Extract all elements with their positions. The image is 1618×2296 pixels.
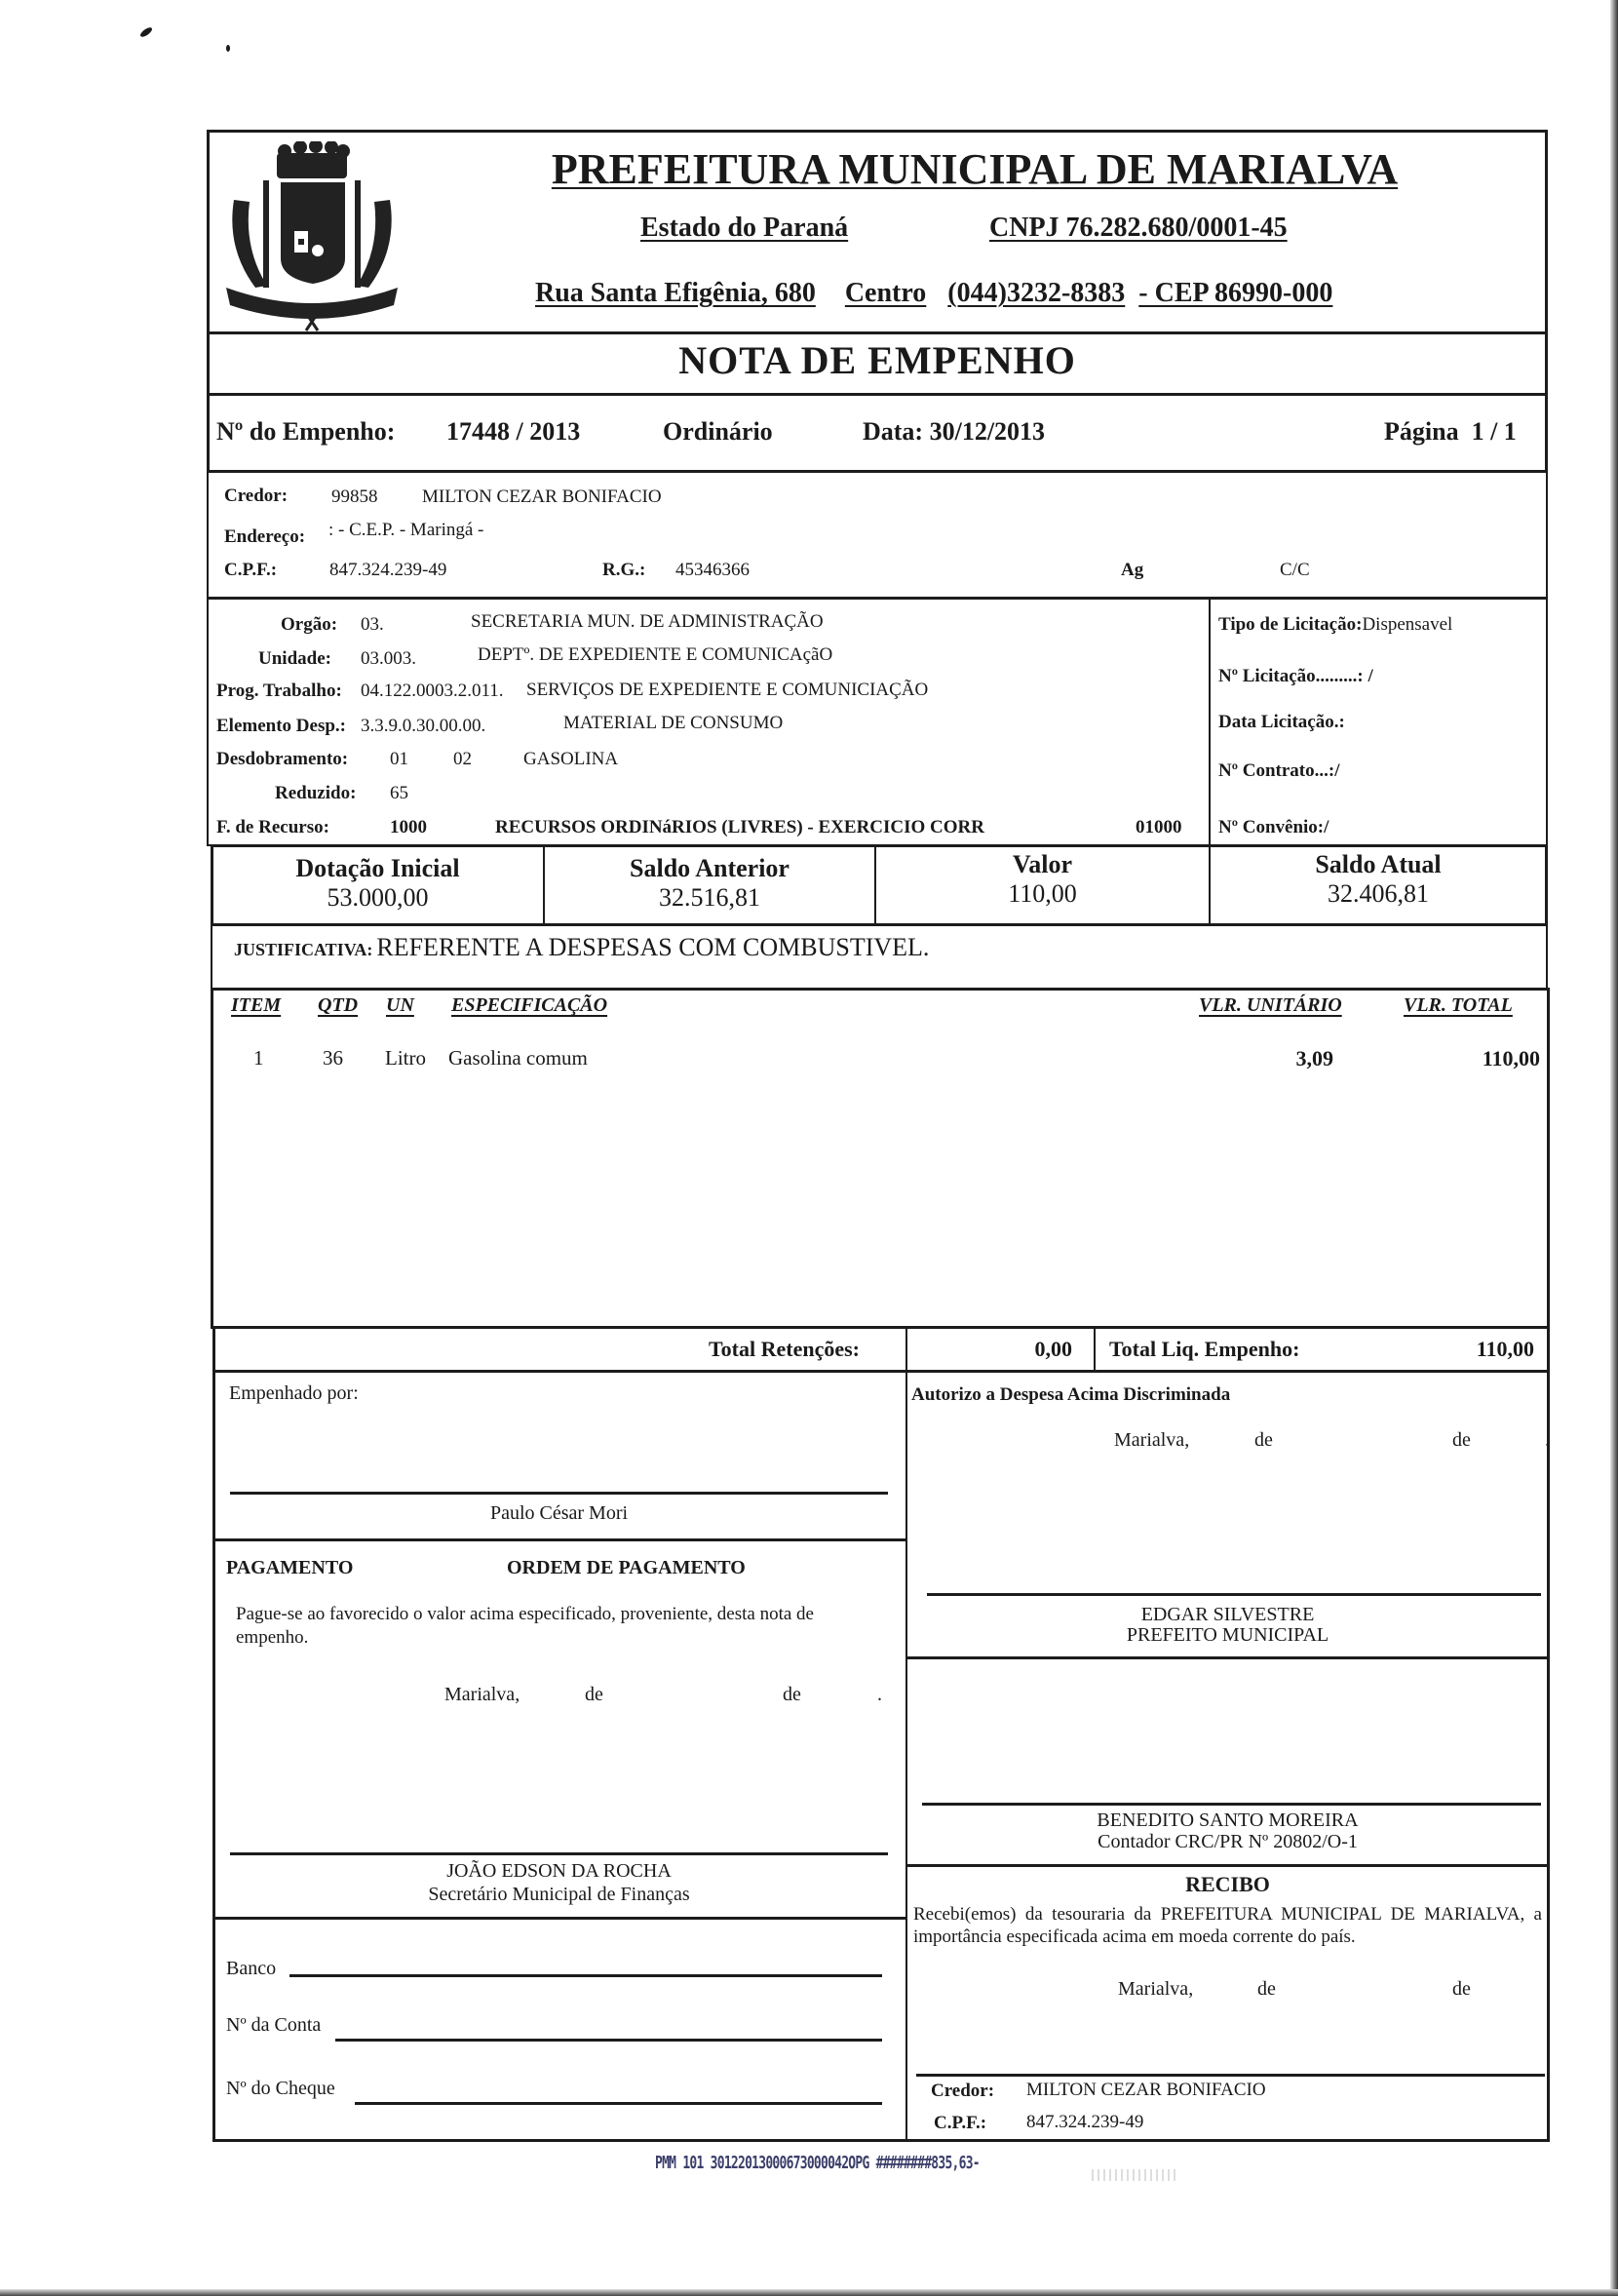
page-label: Página	[1384, 417, 1459, 446]
district: Centro	[844, 278, 927, 308]
valor-box-saldo-atual	[1211, 850, 1546, 909]
tipo-licitacao-value: Dispensavel	[1362, 614, 1453, 635]
recibo-de: de	[1452, 1978, 1471, 2000]
page-edge	[0, 2289, 1618, 2296]
credor-code: 99858	[331, 486, 378, 507]
secretario-name: JOÃO EDSON DA ROCHA	[446, 1860, 672, 1882]
liquido-value: 110,00	[1476, 1337, 1534, 1361]
justificativa-label: JUSTIFICATIVA:	[234, 940, 373, 959]
page-edge	[1610, 0, 1618, 2296]
cell-qtd: 36	[323, 1046, 343, 1070]
saldo-anterior-value: 32.516,81	[659, 883, 760, 912]
date-label: Data:	[863, 417, 924, 446]
elemento-code: 3.3.9.0.30.00.00.	[361, 716, 486, 736]
conta-corrente-label: C/C	[1280, 560, 1310, 580]
ordem-pagamento-title: ORDEM DE PAGAMENTO	[507, 1557, 746, 1578]
recibo-de: de	[1257, 1978, 1276, 2000]
numero-contrato: Nº Contrato...:/	[1218, 760, 1340, 781]
recibo-city: Marialva,	[1118, 1978, 1194, 2000]
retencoes-label: Total Retenções:	[709, 1337, 860, 1361]
numero-convenio: Nº Convênio:/	[1218, 817, 1329, 837]
saldo-atual-label: Saldo Atual	[1315, 850, 1442, 878]
divider	[212, 1538, 906, 1541]
cell-especificacao: Gasolina comum	[448, 1046, 588, 1070]
autorizacao-period: .	[1545, 1429, 1550, 1451]
scan-mark	[139, 26, 154, 39]
contador-role: Contador CRC/PR Nº 20802/O-1	[1098, 1831, 1358, 1852]
recibo-text: Recebi(emos) da tesouraria da PREFEITURA MUNICIPAL DE MARIALVA, a importância especificada acima em moeda corrente do país.	[913, 1904, 1542, 1947]
cell-item: 1	[253, 1046, 264, 1070]
recurso-ref: 01000	[1136, 817, 1182, 837]
signature-line	[230, 1852, 888, 1855]
autorizacao-de: de	[1452, 1429, 1471, 1451]
endereco-value: : - C.E.P. - Maringá -	[328, 520, 484, 540]
empenho-type: Ordinário	[663, 417, 773, 446]
valor-box-dotacao	[212, 854, 543, 913]
liquido-label: Total Liq. Empenho:	[1109, 1337, 1300, 1361]
dotacao-label: Dotação Inicial	[295, 854, 460, 882]
col-header-vlr-total: VLR. TOTAL	[1404, 994, 1513, 1016]
prog-trabalho-label: Prog. Trabalho:	[216, 681, 342, 701]
rg-label: R.G.:	[602, 560, 646, 580]
empenho-date	[863, 417, 1045, 447]
orgao-code: 03.	[361, 614, 384, 635]
divider	[1209, 597, 1211, 846]
desdobramento-label: Desdobramento:	[216, 749, 349, 769]
empenho-number: 17448 / 2013	[446, 417, 581, 446]
orgao-name: SECRETARIA MUN. DE ADMINISTRAÇÃO	[471, 611, 824, 632]
credor-label: Credor:	[224, 486, 289, 506]
reduzido-value: 65	[390, 783, 408, 803]
page-value: 1 / 1	[1471, 417, 1517, 446]
conta-label: Nº da Conta	[226, 2014, 322, 2036]
divider	[1094, 1326, 1096, 1373]
justificativa	[234, 933, 929, 962]
desdobramento-b: 02	[453, 749, 472, 769]
data-licitacao: Data Licitação.:	[1218, 712, 1345, 732]
prog-trabalho-name: SERVIÇOS DE EXPEDIENTE E COMUNICIAÇÃO	[526, 680, 929, 700]
retencoes-value: 0,00	[1034, 1337, 1072, 1361]
cell-vlr-total: 110,00	[1482, 1046, 1540, 1070]
phone: (044)3232-8383	[947, 278, 1126, 308]
tipo-licitacao	[1218, 614, 1452, 636]
banco-field[interactable]	[289, 1974, 882, 1977]
pagamento-period: .	[877, 1684, 882, 1705]
cell-vlr-unitario: 3,09	[1295, 1046, 1333, 1070]
pagamento-de: de	[783, 1684, 801, 1705]
recurso-code: 1000	[390, 817, 427, 837]
municipal-coat-of-arms-icon	[216, 141, 407, 331]
recibo-credor-label: Credor:	[931, 2081, 995, 2101]
pagamento-de: de	[585, 1684, 603, 1705]
signature-line	[916, 2074, 1545, 2077]
contador-name: BENEDITO SANTO MOREIRA	[1097, 1810, 1359, 1831]
pagamento-label: PAGAMENTO	[226, 1557, 354, 1578]
banco-label: Banco	[226, 1958, 277, 1979]
municipality-title: PREFEITURA MUNICIPAL DE MARIALVA	[551, 145, 1399, 193]
empenhado-signer: Paulo César Mori	[489, 1502, 629, 1524]
credor-name: MILTON CEZAR BONIFACIO	[422, 486, 662, 507]
conta-field[interactable]	[335, 2039, 882, 2042]
recibo-title: RECIBO	[1185, 1872, 1270, 1896]
col-header-qtd: QTD	[318, 994, 359, 1016]
recibo-credor-name: MILTON CEZAR BONIFACIO	[1026, 2080, 1266, 2100]
prefeito-role: PREFEITO MUNICIPAL	[1126, 1624, 1329, 1646]
cheque-field[interactable]	[355, 2102, 882, 2105]
endereco-label: Endereço:	[224, 526, 306, 547]
unidade-name: DEPTº. DE EXPEDIENTE E COMUNICAçãO	[478, 644, 833, 665]
signature-line	[927, 1593, 1541, 1596]
scan-mark	[226, 45, 230, 52]
autorizacao-title: Autorizo a Despesa Acima Discriminada	[911, 1384, 1231, 1405]
autorizacao-city: Marialva,	[1114, 1429, 1190, 1451]
col-header-item: ITEM	[231, 994, 282, 1016]
recibo-period: .	[1546, 1978, 1551, 2000]
desdobramento-a: 01	[390, 749, 408, 769]
col-header-vlr-unitario: VLR. UNITÁRIO	[1199, 994, 1342, 1016]
scan-noise	[1092, 2169, 1179, 2181]
elemento-label: Elemento Desp.:	[216, 716, 346, 736]
signature-line	[230, 1492, 888, 1495]
cnpj: CNPJ 76.282.680/0001-45	[989, 213, 1288, 243]
divider	[212, 1917, 906, 1920]
cpf-value: 847.324.239-49	[329, 560, 447, 580]
reduzido-label: Reduzido:	[275, 783, 357, 803]
divider	[905, 1370, 907, 2142]
cheque-label: Nº do Cheque	[226, 2078, 335, 2099]
cep: - CEP 86990-000	[1138, 278, 1333, 308]
document-title: NOTA DE EMPENHO	[678, 338, 1076, 382]
valor-value: 110,00	[1008, 879, 1077, 908]
date-value: 30/12/2013	[929, 417, 1046, 446]
saldo-anterior-label: Saldo Anterior	[630, 854, 790, 882]
items-table	[211, 988, 1550, 1329]
cell-un: Litro	[385, 1046, 426, 1070]
valor-box-valor	[876, 850, 1209, 909]
totais-row	[212, 1326, 1550, 1373]
desdobramento-name: GASOLINA	[523, 749, 619, 769]
divider	[905, 1326, 907, 1373]
orgao-label: Orgão:	[281, 614, 338, 635]
signature-line	[922, 1803, 1541, 1806]
authentication-print: PMM 101 30122013000673000042OPG ########835,63-	[655, 2153, 980, 2173]
recurso-name: RECURSOS ORDINáRIOS (LIVRES) - EXERCICIO CORR	[495, 817, 984, 837]
empenhado-label: Empenhado por:	[229, 1382, 359, 1404]
saldo-atual-value: 32.406,81	[1328, 879, 1429, 908]
justificativa-text: REFERENTE A DESPESAS COM COMBUSTIVEL.	[376, 933, 930, 961]
address-line	[535, 278, 1332, 309]
valor-box-saldo-anterior	[545, 854, 874, 913]
page-indicator	[1384, 417, 1517, 447]
pagamento-text: Pague-se ao favorecido o valor acima especificado, proveniente, desta nota de empenho.	[236, 1604, 814, 1648]
cpf-label: C.P.F.:	[224, 560, 278, 580]
rg-value: 45346366	[675, 560, 750, 580]
state-name: Estado do Paraná	[640, 213, 849, 243]
divider	[905, 1864, 1550, 1867]
col-header-un: UN	[386, 994, 414, 1016]
recibo-cpf-value: 847.324.239-49	[1026, 2112, 1144, 2132]
col-header-especificacao: ESPECIFICAÇÃO	[451, 994, 608, 1016]
signatures-section	[212, 1370, 1550, 2142]
pagamento-city: Marialva,	[444, 1684, 520, 1705]
valor-label: Valor	[1012, 850, 1073, 878]
unidade-code: 03.003.	[361, 648, 416, 669]
agencia-label: Ag	[1121, 560, 1144, 580]
recurso-label: F. de Recurso:	[216, 817, 329, 837]
secretario-role: Secretário Municipal de Finanças	[428, 1884, 690, 1905]
autorizacao-de: de	[1254, 1429, 1273, 1451]
prog-trabalho-code: 04.122.0003.2.011.	[361, 681, 504, 701]
recibo-cpf-label: C.P.F.:	[934, 2113, 987, 2133]
divider	[905, 1656, 1550, 1659]
numero-licitacao: Nº Licitação.........: /	[1218, 666, 1373, 686]
unidade-label: Unidade:	[258, 648, 331, 669]
prefeito-name: EDGAR SILVESTRE	[1140, 1604, 1315, 1625]
street-address: Rua Santa Efigênia, 680	[535, 278, 816, 308]
tipo-licitacao-label: Tipo de Licitação:	[1218, 614, 1363, 635]
empenho-number-label: Nº do Empenho:	[216, 417, 396, 446]
elemento-name: MATERIAL DE CONSUMO	[563, 713, 784, 733]
dotacao-value: 53.000,00	[327, 883, 429, 912]
